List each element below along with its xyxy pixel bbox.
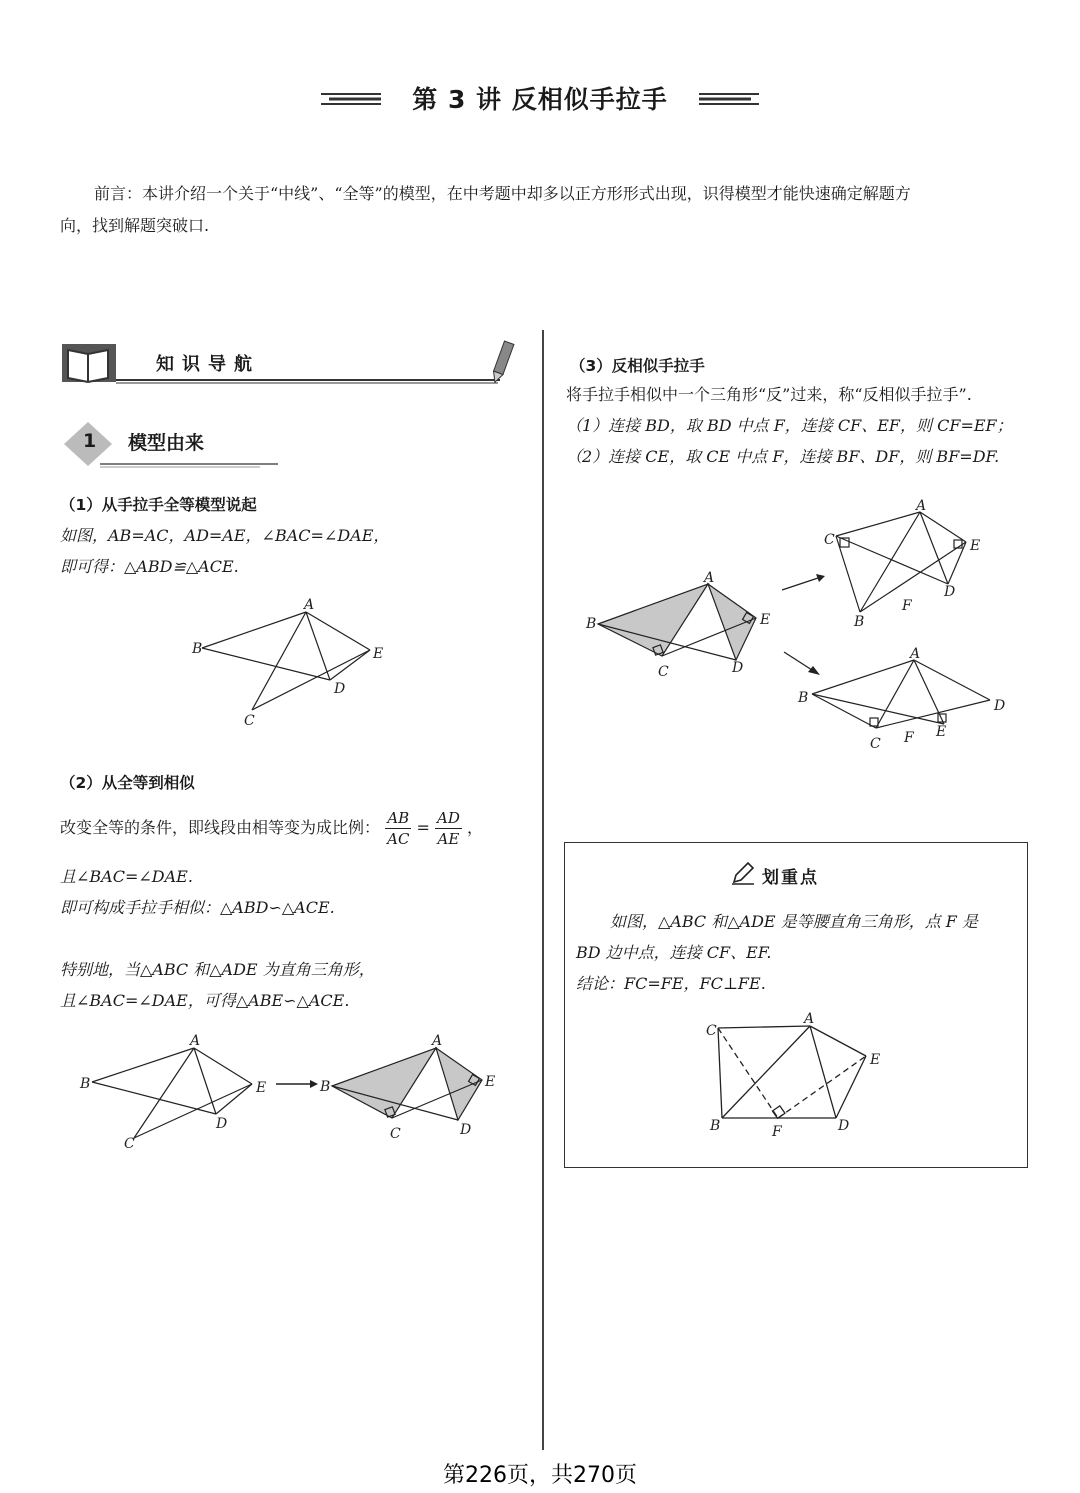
part2-heading: （2）从全等到相似	[60, 774, 195, 792]
label-C: C	[658, 664, 669, 680]
keypoint-line-2: BD 边中点，连接 CF、EF.	[576, 943, 772, 962]
label-D: D	[732, 660, 744, 676]
part2-line-4: 特别地，当△ABC 和△ADE 为直角三角形，	[60, 960, 375, 979]
label-E: E	[256, 1080, 267, 1096]
part1-line-2: 即可得：△ABD≌△ACE.	[60, 557, 239, 576]
keypoint-line-3: 结论：FC=FE，FC⊥FE.	[576, 974, 766, 993]
page-number: 第226页，共270页	[443, 1463, 637, 1488]
label-D: D	[460, 1122, 472, 1138]
label-D: D	[838, 1118, 850, 1134]
fraction-ab-ac: $\frac{AB}{AC}$	[387, 809, 410, 848]
title-deco-left	[321, 89, 381, 107]
preface-line-1: 前言：本讲介绍一个关于“中线”、“全等”的模型，在中考题中却多以正方形形式出现，识得模型才能快速确定解题方	[94, 184, 911, 203]
label-C: C	[244, 713, 255, 729]
label-E: E	[870, 1052, 881, 1068]
label-B: B	[586, 616, 597, 632]
label-A: A	[804, 1011, 815, 1027]
label-F: F	[772, 1124, 782, 1140]
part2-line-2: 且∠BAC=∠DAE.	[60, 867, 193, 886]
section-title: 模型由来	[128, 432, 205, 454]
label-C: C	[706, 1023, 717, 1039]
label-F: F	[904, 730, 914, 746]
figure-keypoint-square	[700, 1004, 900, 1146]
label-D: D	[944, 584, 956, 600]
figure-reverse-similar	[580, 492, 1040, 762]
label-D: D	[216, 1116, 228, 1132]
keypoint-title: 划重点	[762, 868, 819, 888]
label-E: E	[936, 724, 947, 740]
keypoint-line-1: 如图，△ABC 和△ADE 是等腰直角三角形，点 F 是	[610, 912, 978, 931]
label-E: E	[373, 646, 384, 662]
label-B: B	[320, 1079, 331, 1095]
pencil-icon	[730, 860, 756, 886]
label-F: F	[902, 598, 912, 614]
part3-heading: （3）反相似手拉手	[570, 357, 705, 375]
label-B: B	[854, 614, 865, 630]
label-C: C	[824, 532, 835, 548]
label-C: C	[390, 1126, 401, 1142]
label-C: C	[124, 1136, 135, 1152]
page-header	[0, 80, 1080, 116]
label-E: E	[760, 612, 771, 628]
column-divider	[542, 330, 544, 1450]
figure-similar-transform	[70, 1030, 510, 1155]
part3-line-3: （2）连接 CE，取 CE 中点 F，连接 BF、DF，则 BF=DF.	[566, 447, 1000, 466]
label-A: A	[304, 597, 315, 613]
label-A: A	[704, 570, 715, 586]
preface-line-2: 向，找到解题突破口.	[60, 216, 210, 235]
label-A: A	[432, 1033, 443, 1049]
part3-line-2: （1）连接 BD，取 BD 中点 F，连接 CF、EF，则 CF=EF；	[566, 416, 1013, 435]
label-B: B	[710, 1118, 721, 1134]
part2-line-5: 且∠BAC=∠DAE，可得△ABE∽△ACE.	[60, 991, 350, 1010]
label-B: B	[80, 1076, 91, 1092]
label-A: A	[916, 498, 927, 514]
label-D: D	[334, 681, 346, 697]
section-number: 1	[83, 430, 97, 452]
part2-line-3: 即可构成手拉手相似：△ABD∽△ACE.	[60, 898, 335, 917]
part1-heading: （1）从手拉手全等模型说起	[60, 496, 257, 514]
part1-line-1: 如图，AB=AC，AD=AE，∠BAC=∠DAE，	[60, 526, 390, 545]
nav-banner	[58, 340, 520, 388]
page-title: 第 3 讲 反相似手拉手	[412, 85, 668, 114]
label-B: B	[192, 641, 203, 657]
label-E: E	[970, 538, 981, 554]
label-D: D	[994, 698, 1006, 714]
label-C: C	[870, 736, 881, 752]
title-deco-right	[699, 89, 759, 107]
part2-line-1: 改变全等的条件，即线段由相等变为成比例： $\frac{AB}{AC}$ = $\frac{AD}{AE}$ ，	[60, 809, 483, 848]
label-E: E	[485, 1074, 496, 1090]
label-A: A	[910, 646, 921, 662]
nav-title: 知识导航	[156, 354, 260, 375]
fraction-ad-ae: $\frac{AD}{AE}$	[437, 809, 460, 848]
label-B: B	[798, 690, 809, 706]
part3-line-1: 将手拉手相似中一个三角形“反”过来，称“反相似手拉手”.	[566, 385, 972, 404]
figure-handshake-congruent	[180, 592, 400, 732]
label-A: A	[190, 1033, 201, 1049]
